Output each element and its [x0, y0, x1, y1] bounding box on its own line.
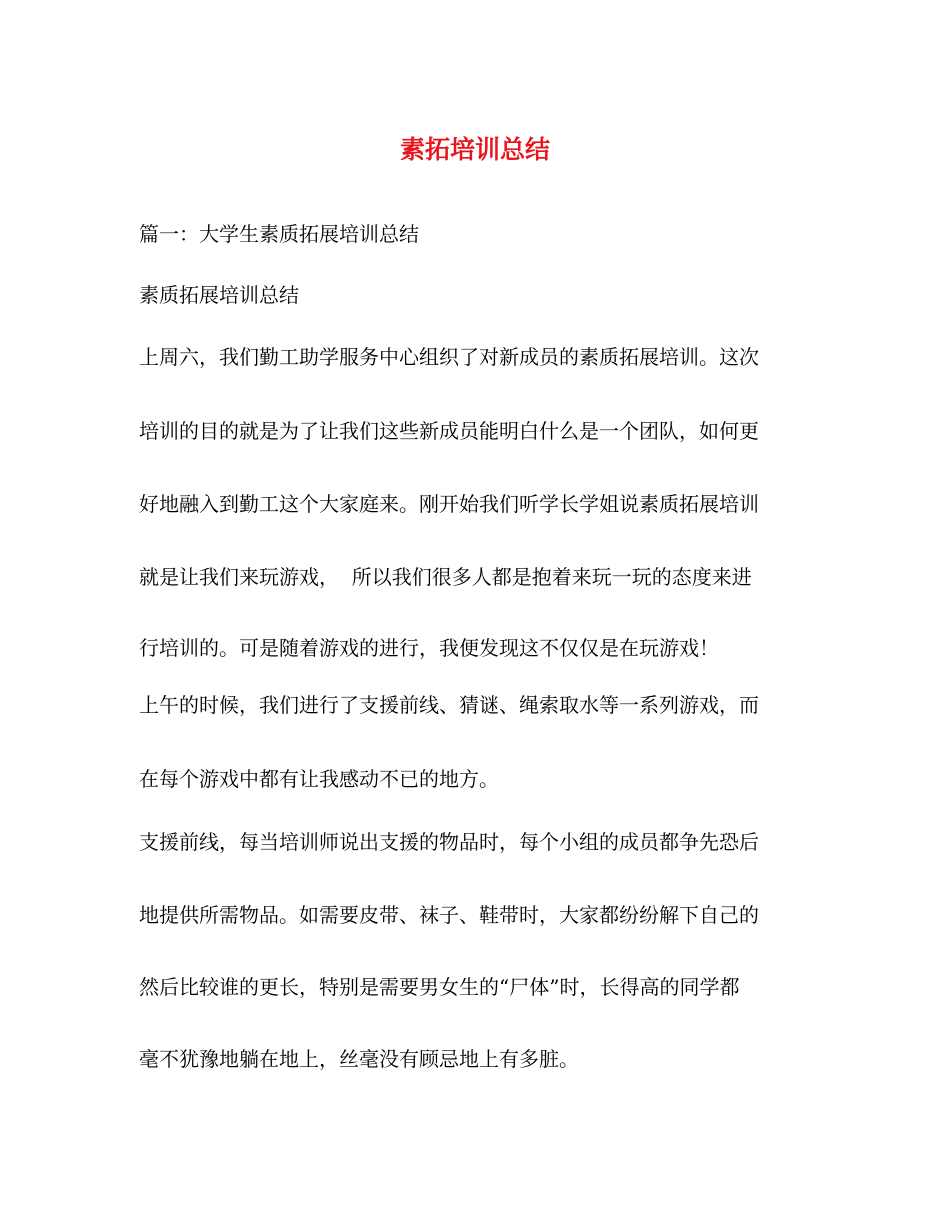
paragraph-line: 支援前线，每当培训师说出支援的物品时，每个小组的成员都争先恐后	[139, 830, 759, 854]
paragraph-line: 在每个游戏中都有让我感动不已的地方。	[139, 767, 499, 791]
paragraph-line: 上午的时候，我们进行了支援前线、猜谜、绳索取水等一系列游戏，而	[139, 693, 759, 717]
document-title: 素拓培训总结	[399, 135, 550, 164]
paragraph-line: 地提供所需物品。如需要皮带、袜子、鞋带时，大家都纷纷解下自己的	[139, 903, 759, 927]
paragraph-line: 好地融入到勤工这个大家庭来。刚开始我们听学长学姐说素质拓展培训	[139, 492, 759, 516]
document-subtitle: 篇一：大学生素质拓展培训总结	[139, 222, 419, 246]
paragraph-line: 上周六，我们勤工助学服务中心组织了对新成员的素质拓展培训。这次	[139, 345, 759, 369]
document-heading: 素质拓展培训总结	[139, 283, 299, 307]
paragraph-line: 然后比较谁的更长，特别是需要男女生的“尸体”时，长得高的同学都	[139, 975, 740, 999]
paragraph-line: 培训的目的就是为了让我们这些新成员能明白什么是一个团队，如何更	[139, 419, 759, 443]
paragraph-line: 就是让我们来玩游戏， 所以我们很多人都是抱着来玩一玩的态度来进	[139, 565, 752, 589]
paragraph-line: 毫不犹豫地躺在地上，丝毫没有顾忌地上有多脏。	[139, 1047, 579, 1071]
paragraph-line: 行培训的。可是随着游戏的进行，我便发现这不仅仅是在玩游戏！	[139, 636, 719, 660]
